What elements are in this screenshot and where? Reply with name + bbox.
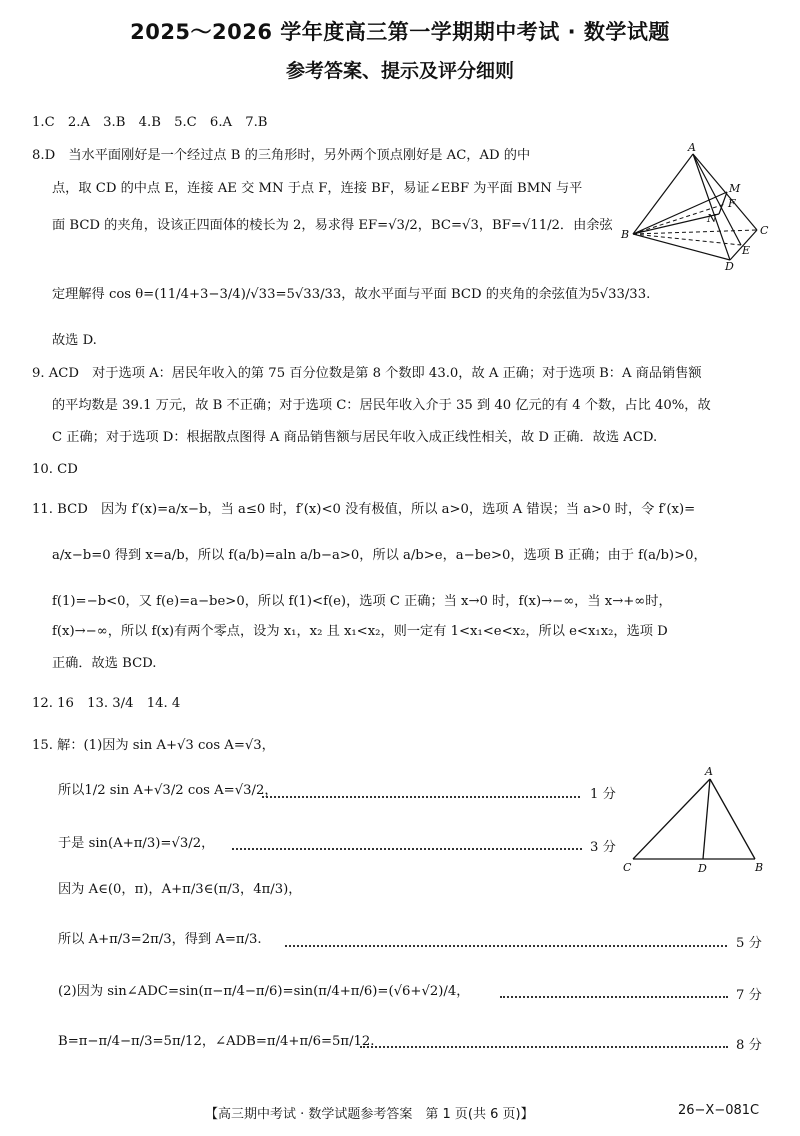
score-1: 1 分 bbox=[590, 787, 616, 802]
score-2: 3 分 bbox=[590, 840, 616, 855]
q15-line-4: 因为 A∈(0，π)，A+π/3∈(π/3，4π/3)， bbox=[58, 882, 302, 897]
label-f: F bbox=[728, 197, 736, 210]
dot-leader bbox=[360, 1046, 728, 1048]
q8-line-5: 故选 D. bbox=[52, 333, 97, 348]
footer-code: 26−X−081C bbox=[678, 1103, 760, 1118]
label-b: B bbox=[755, 861, 764, 874]
label-m: M bbox=[729, 182, 741, 195]
q15-line-1: 15. 解：(1)因为 sin A+√3 cos A=√3， bbox=[32, 738, 275, 753]
footer-page-info: 【高三期中考试 · 数学试题参考答案 第 1 页(共 6 页)】 bbox=[205, 1107, 534, 1122]
dot-leader bbox=[262, 796, 580, 798]
q15-line-3: 于是 sin(A+π/3)=√3/2， bbox=[58, 836, 215, 851]
q11-line-1: 11. BCD 因为 f′(x)=a/x−b，当 a≤0 时，f′(x)<0 没有极值，所以 a>0，选项 A 错误；当 a>0 时，令 f′(x)= bbox=[32, 502, 696, 517]
label-d: D bbox=[698, 862, 707, 875]
triangle-figure bbox=[615, 765, 775, 880]
q15-line-2: 所以1/2 sin A+√3/2 cos A=√3/2， bbox=[58, 783, 278, 798]
q11-line-4: f(x)→−∞，所以 f(x)有两个零点，设为 x₁，x₂ 且 x₁<x₂，则一定有 1<x₁<e<x₂，所以 e<x₁x₂，选项 D bbox=[52, 624, 668, 639]
label-c: C bbox=[623, 861, 632, 874]
q10-line: 10. CD bbox=[32, 462, 78, 477]
dot-leader bbox=[500, 996, 728, 998]
page-title: 2025～2026 学年度高三第一学期期中考试 · 数学试题 bbox=[130, 20, 670, 44]
q8-line-4: 定理解得 cos θ=(11/4+3−3/4)/√33=5√33/33，故水平面与平面 BCD 的夹角的余弦值为5√33/33. bbox=[52, 287, 651, 302]
answers-1-7: 1.C 2.A 3.B 4.B 5.C 6.A 7.B bbox=[32, 115, 268, 130]
label-n: N bbox=[707, 212, 717, 225]
q9-line-3: C 正确；对于选项 D：根据散点图得 A 商品销售额与居民年收入成正线性相关，故 D 正确．故选 ACD. bbox=[52, 430, 658, 445]
q8-line-3: 面 BCD 的夹角，设该正四面体的棱长为 2，易求得 EF=√3/2，BC=√3，BF=√11/2．由余弦 bbox=[52, 218, 613, 233]
label-b: B bbox=[621, 228, 630, 241]
dot-leader bbox=[285, 945, 727, 947]
q8-line-2: 点，取 CD 的中点 E，连接 AE 交 MN 于点 F，连接 BF，易证∠EBF 为平面 BMN 与平 bbox=[52, 181, 583, 196]
q9-line-1: 9. ACD 对于选项 A：居民年收入的第 75 百分位数是第 8 个数即 43.0，故 A 正确；对于选项 B：A 商品销售额 bbox=[32, 366, 702, 381]
page-subtitle: 参考答案、提示及评分细则 bbox=[285, 60, 514, 82]
label-a: A bbox=[705, 765, 713, 778]
q15-line-6: (2)因为 sin∠ADC=sin(π−π/4−π/6)=sin(π/4+π/6)=(√6+√2)/4， bbox=[58, 984, 470, 999]
q11-line-3: f(1)=−b<0，又 f(e)=a−be>0，所以 f(1)<f(e)，选项 C 正确；当 x→0 时，f(x)→−∞，当 x→+∞时， bbox=[52, 594, 672, 609]
q9-line-2: 的平均数是 39.1 万元，故 B 不正确；对于选项 C：居民年收入介于 35 到 40 亿元的有 4 个数，占比 40%，故 bbox=[52, 398, 711, 413]
label-c: C bbox=[760, 224, 769, 237]
score-5: 8 分 bbox=[736, 1038, 762, 1053]
q15-line-5: 所以 A+π/3=2π/3，得到 A=π/3. bbox=[58, 932, 262, 947]
label-a: A bbox=[688, 141, 696, 154]
q11-line-5: 正确．故选 BCD. bbox=[52, 656, 157, 671]
score-3: 5 分 bbox=[736, 936, 762, 951]
q15-line-7: B=π−π/4−π/3=5π/12，∠ADB=π/4+π/6=5π/12. bbox=[58, 1034, 375, 1049]
q11-line-2: a/x−b=0 得到 x=a/b，所以 f(a/b)=aln a/b−a>0，所以 a/b>e，a−be>0，选项 B 正确；由于 f(a/b)>0， bbox=[52, 548, 707, 563]
q8-line-1: 8.D 当水平面刚好是一个经过点 B 的三角形时，另外两个顶点刚好是 AC，AD 的中 bbox=[32, 148, 531, 163]
dot-leader bbox=[232, 848, 582, 850]
score-4: 7 分 bbox=[736, 988, 762, 1003]
label-e: E bbox=[742, 244, 751, 257]
label-d: D bbox=[725, 260, 734, 273]
tetrahedron-figure bbox=[615, 142, 775, 272]
q12-14-line: 12. 16 13. 3/4 14. 4 bbox=[32, 696, 181, 711]
